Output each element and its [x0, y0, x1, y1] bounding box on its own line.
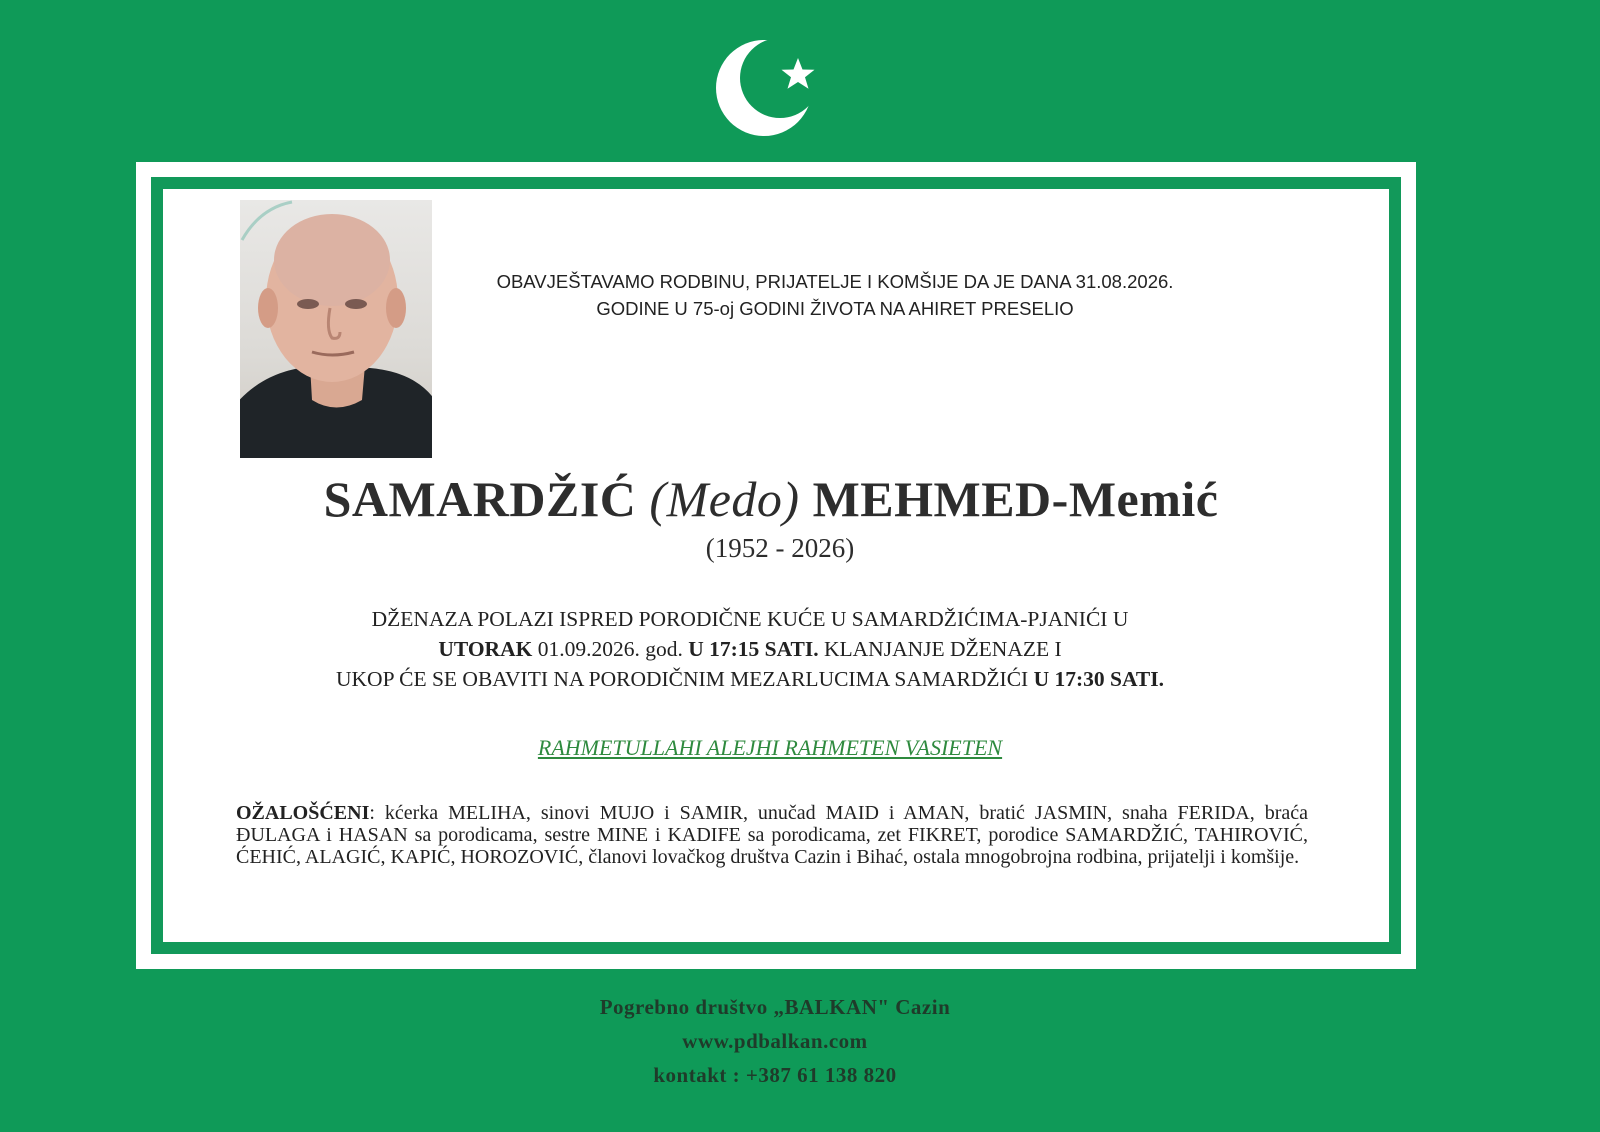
mourners-list	[236, 802, 1308, 868]
company-name: Pogrebno društvo „BALKAN" Cazin	[599, 995, 951, 1019]
portrait-photo	[240, 200, 432, 458]
deceased-given-name: MEHMED-Memić	[812, 471, 1219, 527]
life-years: (1952 - 2026)	[705, 533, 855, 563]
mourners-text: : kćerka MELIHA, sinovi MUJO i SAMIR, unučad MAID i AMAN, bratić JASMIN, snaha FERIDA, braća ĐULAGA i HASAN sa porodicama, sestre MINE i KADIFE sa porodicama, zet FIKRET, porodice SAMARDŽIĆ, TAHIROVIĆ, ĆEHIĆ, ALAGIĆ, KAPIĆ, HOROZOVIĆ, članovi lovačkog društva Cazin i Bihać, ostala mnogobrojna rodbina, prijatelji i komšije.	[236, 802, 1308, 868]
mourners-label: OŽALOŠĆENI	[236, 802, 370, 824]
funeral-day: UTORAK	[438, 637, 533, 661]
burial-text: UKOP ĆE SE OBAVITI NA PORODIČNIM MEZARLUCIMA SAMARDŽIĆI	[335, 667, 1034, 691]
company-website: www.pdbalkan.com	[682, 1029, 868, 1053]
deceased-name	[190, 470, 1352, 528]
funeral-time: U 17:15 SATI.	[688, 637, 819, 661]
funeral-company-footer	[440, 990, 1110, 1092]
funeral-line-2-rest: KLANJANJE DŽENAZE I	[818, 637, 1062, 661]
prayer-text: RAHMETULLAHI ALEJHI RAHMETEN VASIETEN	[537, 735, 1003, 760]
announcement-line-2: GODINE U 75-oj GODINI ŽIVOTA NA AHIRET PRESELIO	[596, 298, 1074, 319]
funeral-line-3	[230, 664, 1270, 694]
burial-time: U 17:30 SATI.	[1033, 667, 1165, 691]
company-contact: kontakt : +387 61 138 820	[653, 1063, 897, 1087]
funeral-date: 01.09.2026. god.	[532, 637, 689, 661]
crescent-and-star-icon	[712, 28, 830, 146]
deceased-surname: SAMARDŽIĆ	[323, 471, 637, 527]
funeral-line-1: DŽENAZA POLAZI ISPRED PORODIČNE KUĆE U SAMARDŽIĆIMA-PJANIĆI U	[371, 607, 1129, 631]
funeral-details	[230, 604, 1270, 694]
announcement-line-1: OBAVJEŠTAVAMO RODBINU, PRIJATELJE I KOMŠIJE DA JE DANA 31.08.2026.	[496, 271, 1174, 292]
announcement-text	[420, 268, 1250, 322]
funeral-line-2	[230, 634, 1270, 664]
deceased-nickname: (Medo)	[649, 471, 800, 527]
